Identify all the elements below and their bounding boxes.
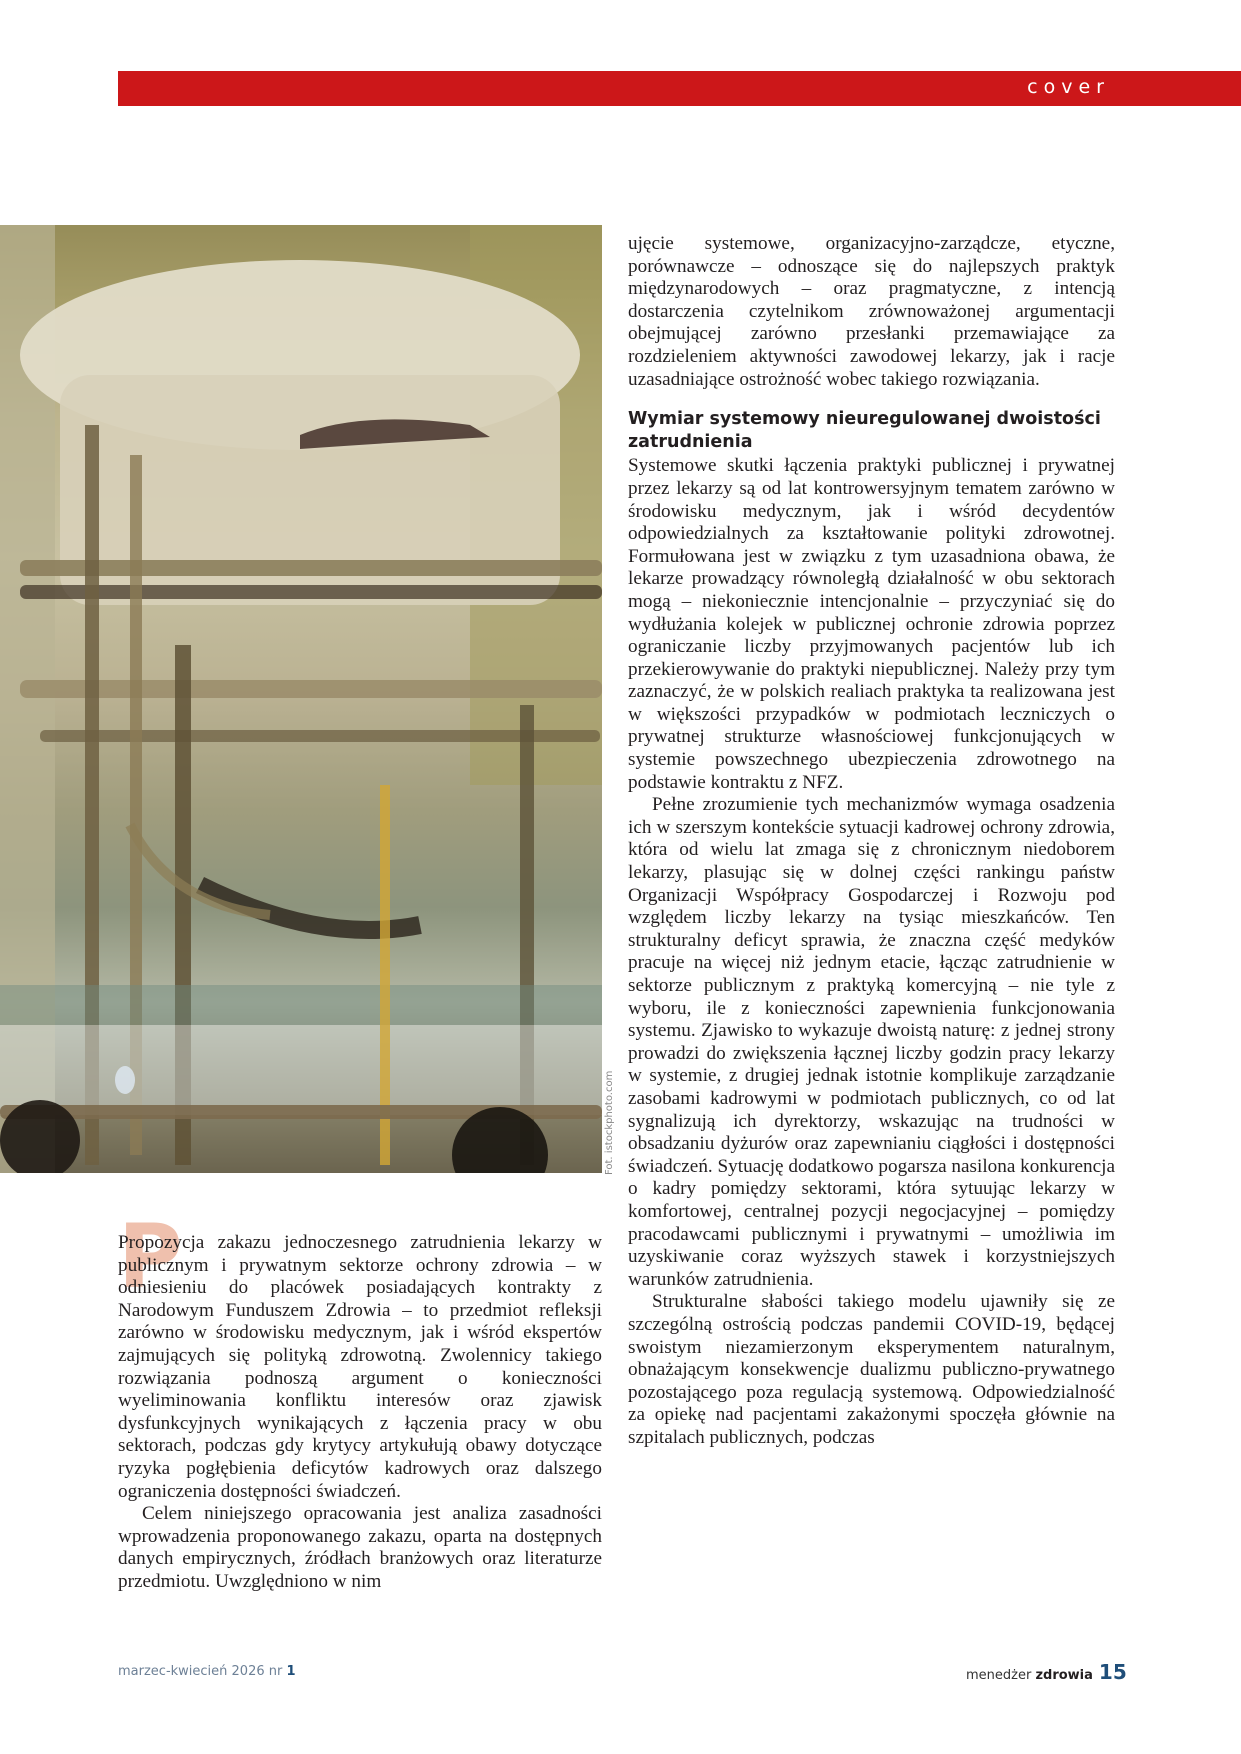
magazine-name-light: menedżer xyxy=(966,1668,1036,1683)
stretcher-photo-illustration xyxy=(0,225,602,1173)
photo-credit: Fot. istockphoto.com xyxy=(604,1070,615,1175)
paragraph: Pełne zrozumienie tych mechanizmów wymaga osadzenia ich w szerszym kontekście sytuacji kadrowej ochrony zdrowia, która od wielu lat zmaga się z chronicznym niedoborem lekarzy, plasując się w dolnej części rankingu państw Organizacji Współpracy Gospodarczej i Rozwoju pod względem liczby lekarzy na tysiąc mieszkańców. Ten strukturalny deficyt sprawia, że znaczna część medyków pracuje na więcej niż jednym etacie, łącząc zatrudnienie w sektorze publicznym z praktyką komercyjną – nie tyle z wyboru, ile z konieczności zapewnienia funkcjonowania systemu. Zjawisko to wykazuje dwoistą naturę: z jednej strony prowadzi do zwiększenia łącznej liczby godzin pracy lekarzy w systemie, z drugiej jednak istotnie komplikuje zarządzanie zasobami kadrowymi w podmiotach publicznych, co od lat sygnalizują ich dyrektorzy, wskazując na trudności w obsadzaniu dyżurów oraz zapewnianiu ciągłości i dostępności świadczeń. Sytuację dodatkowo pogarsza nasilona konkurencja o kadry pomiędzy sektorami, która sytuując lekarzy w komfortowej, centralnej pozycji negocjacyjnej – pomiędzy pracodawcami publicznymi i prywatnymi – umożliwia im uzyskiwanie coraz wyższych stawek i korzystniejszych warunków zatrudnienia. xyxy=(628,794,1115,1290)
page-number: 15 xyxy=(1098,1660,1127,1684)
lead-paragraph-wrapper xyxy=(118,1205,602,1503)
issue-info xyxy=(118,1664,296,1679)
drop-cap: P xyxy=(118,1205,183,1308)
paragraph: Celem niniejszego opracowania jest analiza zasadności wprowadzenia proponowanego zakazu, oparta na dostępnych danych empirycznych, źródłach branżowych oraz literaturze przedmiotu. Uwzględniono w nim xyxy=(118,1503,602,1592)
magazine-name-bold: zdrowia xyxy=(1035,1668,1093,1683)
magazine-footer xyxy=(966,1660,1127,1684)
article-photo xyxy=(0,225,602,1173)
lead-paragraph: Propozycja zakazu jednoczesnego zatrudnienia lekarzy w publicznym i prywatnym sektorze ochrony zdrowia – w odniesieniu do placówek posiadających kontrakty z Narodowym Funduszem Zdrowia – to przedmiot refleksji zarówno w środowisku medycznym, jak i wśród ekspertów zajmujących się polityką zdrowotną. Zwolennicy takiego rozwiązania podnoszą argument o konieczności wyeliminowania konfliktu interesów oraz zjawisk dysfunkcyjnych wynikających z łączenia pracy w obu sektorach, podczas gdy krytycy artykułują obawy dotyczące ryzyka pogłębienia deficytów kadrowych oraz dalszego ograniczenia dostępności świadczeń. xyxy=(118,1232,602,1502)
left-column xyxy=(118,1205,602,1594)
paragraph: Systemowe skutki łączenia praktyki publicznej i prywatnej przez lekarzy są od lat kontrowersyjnym tematem zarówno w środowisku medycznym, jak i wśród decydentów odpowiedzialnych za kształtowanie polityki zdrowotnej. Formułowana jest w związku z tym uzasadniona obawa, że lekarze prowadzący równoległą działalność w obu sektorach mogą – niekoniecznie intencjonalnie – przyczyniać się do wydłużania kolejek w publicznej ochronie zdrowia poprzez ograniczanie liczby przyjmowanych pacjentów lub ich przekierowywanie do praktyki niepublicznej. Należy przy tym zaznaczyć, że w polskich realiach praktyka ta realizowana jest w większości przypadków w podmiotach leczniczych o prywatnej strukturze własnościowej funkcjonujących w systemie powszechnego ubezpieczenia zdrowotnego na podstawie kontraktu z NFZ. xyxy=(628,455,1115,793)
section-label: cover xyxy=(1027,76,1110,98)
paragraph: Strukturalne słabości takiego modelu ujawniły się ze szczególną ostrością podczas pandemii COVID-19, będącej swoistym niezamierzonym eksperymentem naturalnym, obnażającym konsekwencje dualizmu publiczno-prywatnego pozostającego poza regulacją systemową. Odpowiedzialność za opiekę nad pacjentami zakażonymi spoczęła głównie na szpitalach publicznych, podczas xyxy=(628,1291,1115,1448)
section-heading: Wymiar systemowy nieuregulowanej dwoistości zatrudnienia xyxy=(628,409,1101,452)
issue-number: 1 xyxy=(286,1664,296,1679)
section-header-bar xyxy=(118,71,1241,106)
paragraph-intro-continued: ujęcie systemowe, organizacyjno-zarządcze, etyczne, porównawcze – odnoszące się do najlepszych praktyk międzynarodowych – oraz pragmatyczne, z intencją dostarczenia czytelnikom zrównoważonej argumentacji obejmującej zarówno przesłanki przemawiające za rozdzieleniem aktywności zawodowej lekarzy, jak i racje uzasadniające ostrożność wobec takiego rozwiązania. xyxy=(628,233,1115,390)
issue-date: marzec-kwiecień 2026 nr xyxy=(118,1664,287,1679)
right-column xyxy=(628,233,1115,1449)
